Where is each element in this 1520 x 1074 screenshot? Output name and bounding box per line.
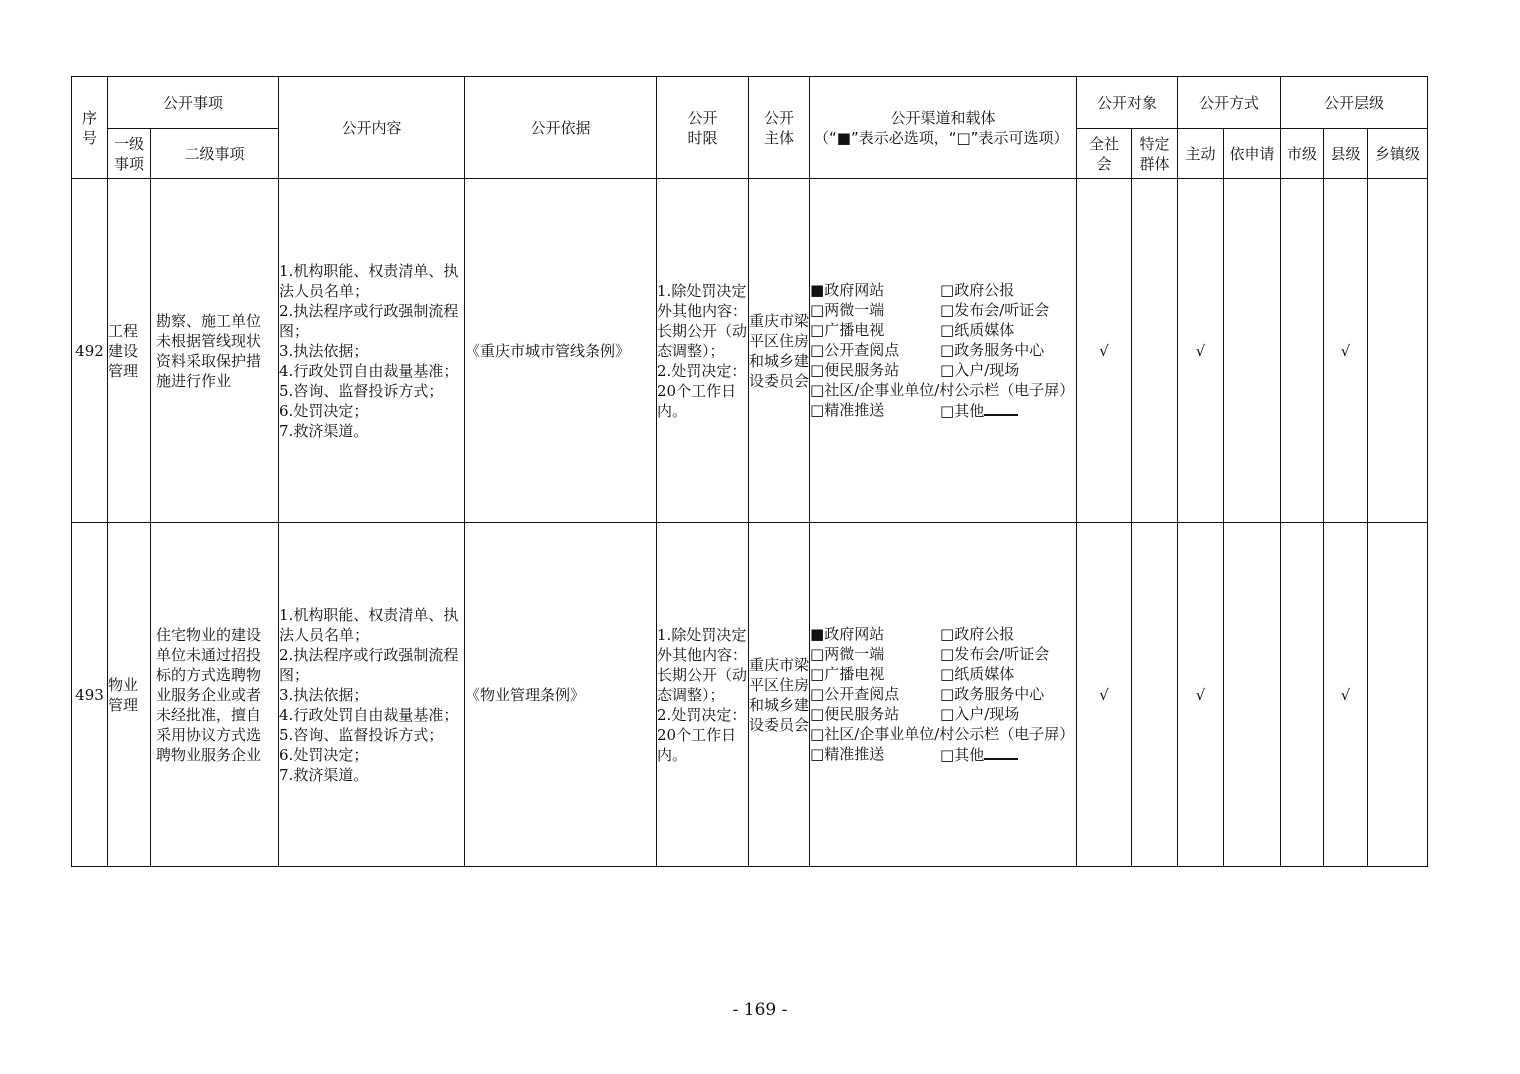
row-seq: 492	[72, 179, 108, 523]
row-subject: 重庆市梁平区住房和城乡建设委员会	[749, 179, 810, 523]
channel-broadcast: □广播电视	[810, 321, 885, 339]
header-target-specific: 特定群体	[1132, 129, 1178, 179]
row-method-active: √	[1178, 523, 1224, 867]
row-method-request	[1224, 179, 1281, 523]
row-seq: 493	[72, 523, 108, 867]
channel-public-point: □公开查阅点	[810, 685, 900, 703]
header-tier-city: 市级	[1281, 129, 1324, 179]
row-level2: 勘察、施工单位未根据管线现状资料采取保护措施进行作业	[151, 179, 279, 523]
channel-paper: □纸质媒体	[940, 321, 1015, 339]
header-level2: 二级事项	[151, 129, 279, 179]
channel-precise-push: □精准推送	[810, 745, 885, 763]
row-time-limit: 1.除处罚决定外其他内容：长期公开（动态调整）； 2.处罚决定：20个工作日内。	[657, 523, 749, 867]
row-subject: 重庆市梁平区住房和城乡建设委员会	[749, 523, 810, 867]
row-content: 1.机构职能、权责清单、执法人员名单； 2.执法程序或行政强制流程图； 3.执法依据； 4.行政处罚自由裁量基准； 5.咨询、监督投诉方式； 6.处罚决定； 7.救济渠道。	[279, 179, 465, 523]
table-row	[72, 523, 1428, 867]
channel-two-micro: □两微一端	[810, 301, 885, 319]
header-level1: 一级事项	[108, 129, 151, 179]
row-method-active: √	[1178, 179, 1224, 523]
channel-service-center: □政务服务中心	[940, 685, 1045, 703]
row-target-specific	[1132, 523, 1178, 867]
row-target-all: √	[1077, 523, 1132, 867]
channel-other: □其他	[940, 400, 1076, 421]
row-time-limit: 1.除处罚决定外其他内容：长期公开（动态调整）； 2.处罚决定：20个工作日内。	[657, 179, 749, 523]
header-channels	[810, 77, 1077, 179]
channel-two-micro: □两微一端	[810, 645, 885, 663]
row-level1: 物业管理	[108, 523, 151, 867]
channel-broadcast: □广播电视	[810, 665, 885, 683]
channel-gov-gazette: □政府公报	[940, 281, 1015, 299]
page-number: - 169 -	[732, 1000, 788, 1020]
row-level2: 住宅物业的建设单位未通过招投标的方式选聘物业服务企业或者未经批准，擅自采用协议方式选聘物业服务企业	[151, 523, 279, 867]
channel-gov-site: ■政府网站	[810, 281, 885, 299]
header-tier: 公开层级	[1281, 77, 1428, 129]
row-tier-county: √	[1324, 179, 1368, 523]
channel-convenience: □便民服务站	[810, 361, 900, 379]
channel-service-center: □政务服务中心	[940, 341, 1045, 359]
row-target-specific	[1132, 179, 1178, 523]
row-tier-town	[1368, 179, 1428, 523]
header-method-request: 依申请	[1224, 129, 1281, 179]
channel-press: □发布会/听证会	[940, 645, 1050, 663]
channel-precise-push: □精准推送	[810, 401, 885, 419]
channel-household: □入户/现场	[940, 361, 1020, 379]
header-channels-note: （“■”表示必选项，“□”表示可选项）	[814, 128, 1069, 147]
channel-convenience: □便民服务站	[810, 705, 900, 723]
header-content: 公开内容	[279, 77, 465, 179]
header-basis: 公开依据	[465, 77, 657, 179]
channel-community: □社区/企事业单位/村公示栏（电子屏）	[810, 381, 1075, 399]
row-level1: 工程建设管理	[108, 179, 151, 523]
header-tier-town: 乡镇级	[1368, 129, 1428, 179]
table-row	[72, 179, 1428, 523]
row-channels	[810, 523, 1077, 867]
row-tier-city	[1281, 179, 1324, 523]
header-channels-title: 公开渠道和载体	[890, 108, 996, 127]
channel-press: □发布会/听证会	[940, 301, 1050, 319]
row-content: 1.机构职能、权责清单、执法人员名单； 2.执法程序或行政强制流程图； 3.执法依据； 4.行政处罚自由裁量基准； 5.咨询、监督投诉方式； 6.处罚决定； 7.救济渠道。	[279, 523, 465, 867]
row-tier-city	[1281, 523, 1324, 867]
row-target-all: √	[1077, 179, 1132, 523]
row-basis: 《重庆市城市管线条例》	[465, 179, 657, 523]
header-method-active: 主动	[1178, 129, 1224, 179]
channel-paper: □纸质媒体	[940, 665, 1015, 683]
channel-gov-site: ■政府网站	[810, 625, 885, 643]
header-tier-county: 县级	[1324, 129, 1368, 179]
header-target: 公开对象	[1077, 77, 1178, 129]
channel-community: □社区/企事业单位/村公示栏（电子屏）	[810, 725, 1075, 743]
disclosure-table	[71, 76, 1428, 867]
channel-household: □入户/现场	[940, 705, 1020, 723]
row-method-request	[1224, 523, 1281, 867]
header-subject: 公开主体	[749, 77, 810, 179]
header-target-all: 全社会	[1077, 129, 1132, 179]
channel-gov-gazette: □政府公报	[940, 625, 1015, 643]
row-tier-town	[1368, 523, 1428, 867]
header-time-limit: 公开时限	[657, 77, 749, 179]
header-matter: 公开事项	[108, 77, 279, 129]
row-channels	[810, 179, 1077, 523]
header-method: 公开方式	[1178, 77, 1281, 129]
channel-public-point: □公开查阅点	[810, 341, 900, 359]
row-tier-county: √	[1324, 523, 1368, 867]
channel-other: □其他	[940, 744, 1076, 765]
row-basis: 《物业管理条例》	[465, 523, 657, 867]
header-seq: 序号	[72, 77, 108, 179]
